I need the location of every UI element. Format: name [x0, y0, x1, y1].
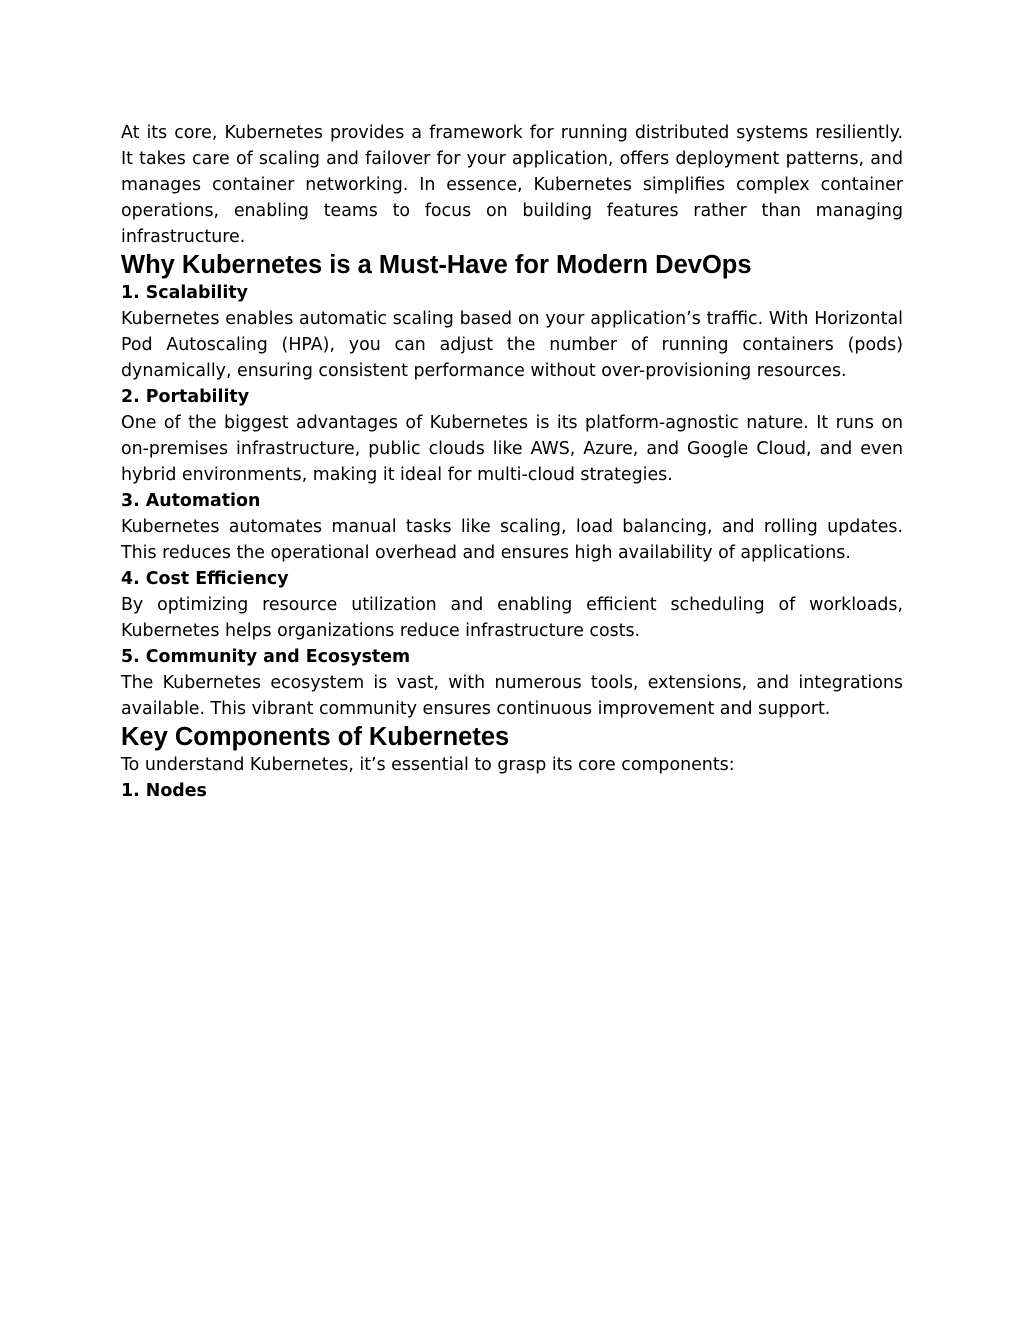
document-page	[121, 120, 903, 804]
section-heading-why-kubernetes: Why Kubernetes is a Must-Have for Modern DevOps	[121, 251, 752, 279]
item-heading-nodes: 1. Nodes	[121, 781, 207, 801]
item-text-community-ecosystem: The Kubernetes ecosystem is vast, with numerous tools, extensions, and integrations available. This vibrant community ensures continuous improvement and support.	[121, 673, 903, 719]
item-heading-cost-efficiency: 4. Cost Efficiency	[121, 569, 289, 589]
item-text-scalability: Kubernetes enables automatic scaling based on your application’s traffic. With Horizontal Pod Autoscaling (HPA), you can adjust the number of running containers (pods) dynamically, ensuring consistent performance without over-provisioning resources.	[121, 309, 903, 381]
item-heading-portability: 2. Portability	[121, 387, 250, 407]
item-heading-community-ecosystem: 5. Community and Ecosystem	[121, 647, 411, 667]
item-text-cost-efficiency: By optimizing resource utilization and enabling efficient scheduling of workloads, Kubernetes helps organizations reduce infrastructure costs.	[121, 595, 903, 641]
section-heading-key-components: Key Components of Kubernetes	[121, 723, 510, 751]
item-heading-scalability: 1. Scalability	[121, 283, 249, 303]
intro-paragraph: At its core, Kubernetes provides a framework for running distributed systems resiliently. It takes care of scaling and failover for your application, offers deployment patterns, and manages container networking. In essence, Kubernetes simplifies complex container operations, enabling teams to focus on building features rather than managing infrastructure.	[121, 123, 903, 247]
item-heading-automation: 3. Automation	[121, 491, 261, 511]
components-intro-paragraph: To understand Kubernetes, it’s essential to grasp its core components:	[121, 755, 735, 775]
item-text-portability: One of the biggest advantages of Kubernetes is its platform-agnostic nature. It runs on on-premises infrastructure, public clouds like AWS, Azure, and Google Cloud, and even hybrid environments, making it ideal for multi-cloud strategies.	[121, 413, 903, 485]
item-text-automation: Kubernetes automates manual tasks like scaling, load balancing, and rolling updates. This reduces the operational overhead and ensures high availability of applications.	[121, 517, 903, 563]
